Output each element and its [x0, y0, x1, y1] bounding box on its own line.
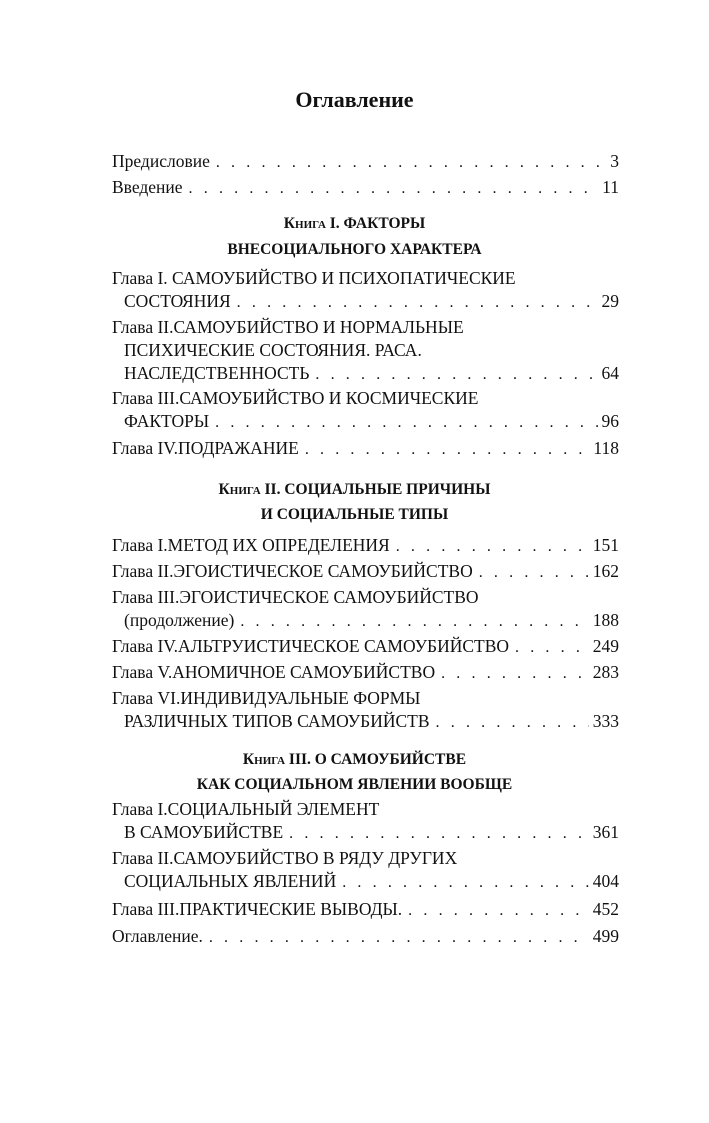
toc-entry	[112, 532, 619, 558]
book-prefix-rest: нига	[295, 215, 326, 232]
leader-dots	[237, 290, 598, 316]
toc-entry	[124, 819, 619, 845]
entry-label: Глава I.МЕТОД ИХ ОПРЕДЕЛЕНИЯ	[112, 535, 390, 555]
entry-label: НАСЛЕДСТВЕННОСТЬ	[124, 363, 310, 383]
leader-dots	[216, 150, 606, 176]
book-title: I. ФАКТОРЫ	[329, 215, 426, 232]
toc-entry	[112, 659, 619, 685]
page-title: Оглавление	[295, 87, 414, 112]
toc-entry	[124, 360, 619, 386]
chapter-line: Глава I.СОЦИАЛЬНЫЙ ЭЛЕМЕНТ	[112, 799, 380, 819]
book-3-heading	[0, 748, 709, 772]
chapter-line: Глава VI.ИНДИВИДУАЛЬНЫЕ ФОРМЫ	[112, 688, 421, 708]
page-number: 283	[592, 662, 619, 682]
toc-entry	[112, 435, 619, 461]
leader-dots	[215, 410, 597, 436]
page-number: 499	[592, 926, 619, 946]
book-title: II. СОЦИАЛЬНЫЕ ПРИЧИНЫ	[264, 481, 491, 498]
entry-label: ФАКТОРЫ	[124, 411, 210, 431]
toc-entry	[124, 288, 619, 314]
page-number: 118	[593, 438, 619, 458]
book-1-heading	[0, 212, 709, 236]
leader-dots	[396, 534, 589, 560]
page-number: 162	[592, 561, 619, 581]
leader-dots	[479, 560, 589, 586]
chapter-line: Глава III.ЭГОИСТИЧЕСКОЕ САМОУБИЙСТВО	[112, 587, 479, 607]
page-number: 361	[592, 822, 619, 842]
page-number: 64	[601, 363, 619, 383]
page-number: 188	[592, 610, 619, 630]
entry-label: Глава IV.ПОДРАЖАНИЕ	[112, 438, 299, 458]
leader-dots	[209, 925, 589, 951]
book-prefix-initial: К	[218, 481, 230, 498]
entry-label: Оглавление.	[112, 926, 203, 946]
leader-dots	[189, 176, 599, 202]
leader-dots	[342, 870, 589, 896]
chapter-line: Глава I. САМОУБИЙСТВО И ПСИХОПАТИЧЕСКИЕ	[112, 268, 516, 288]
leader-dots	[305, 437, 590, 463]
page-number: 29	[601, 291, 619, 311]
book-1-subheading: ВНЕСОЦИАЛЬНОГО ХАРАКТЕРА	[227, 241, 482, 258]
chapter-line: Глава III.САМОУБИЙСТВО И КОСМИЧЕСКИЕ	[112, 388, 479, 408]
toc-entry	[124, 708, 619, 734]
book-prefix-rest: нига	[229, 481, 261, 498]
toc-entry	[112, 633, 619, 659]
leader-dots	[240, 609, 588, 635]
chapter-line: Глава II.САМОУБИЙСТВО И НОРМАЛЬНЫЕ	[112, 317, 464, 337]
entry-label: СОСТОЯНИЯ	[124, 291, 231, 311]
page-number: 404	[592, 871, 619, 891]
page-number: 96	[601, 411, 619, 431]
toc-entry-introduction	[112, 174, 619, 200]
page-number: 249	[592, 636, 619, 656]
toc-entry	[124, 408, 619, 434]
toc-entry-contents	[112, 923, 619, 949]
page-number: 333	[592, 711, 619, 731]
toc-entry-preface	[112, 148, 619, 174]
toc-entry	[124, 868, 619, 894]
entry-label: Введение	[112, 177, 183, 197]
leader-dots	[441, 661, 589, 687]
toc-entry	[124, 607, 619, 633]
toc-entry	[112, 558, 619, 584]
book-2-subheading: И СОЦИАЛЬНЫЕ ТИПЫ	[260, 506, 449, 523]
chapter-line: Глава II.САМОУБИЙСТВО В РЯДУ ДРУГИХ	[112, 848, 458, 868]
entry-label: Глава IV.АЛЬТРУИСТИЧЕСКОЕ САМОУБИЙСТВО	[112, 636, 510, 656]
book-prefix-rest: нига	[254, 751, 286, 768]
leader-dots	[408, 898, 589, 924]
entry-label: Глава II.ЭГОИСТИЧЕСКОЕ САМОУБИЙСТВО	[112, 561, 473, 581]
chapter-line: ПСИХИЧЕСКИЕ СОСТОЯНИЯ. РАСА.	[124, 340, 422, 360]
page-number: 3	[610, 151, 619, 171]
entry-label: Предисловие	[112, 151, 210, 171]
entry-label: СОЦИАЛЬНЫХ ЯВЛЕНИЙ	[124, 871, 337, 891]
book-3-subheading: КАК СОЦИАЛЬНОМ ЯВЛЕНИИ ВООБЩЕ	[196, 776, 513, 793]
leader-dots	[289, 821, 589, 847]
page-number: 452	[592, 899, 619, 919]
entry-label: В САМОУБИЙСТВЕ	[124, 822, 284, 842]
page-number: 11	[602, 177, 619, 197]
page-number: 151	[592, 535, 619, 555]
book-2-heading	[0, 478, 709, 502]
book-prefix-initial: К	[242, 751, 255, 768]
entry-label: (продолжение)	[124, 610, 235, 630]
leader-dots	[515, 635, 589, 661]
entry-label: Глава V.АНОМИЧНОЕ САМОУБИЙСТВО	[112, 662, 436, 682]
entry-label: Глава III.ПРАКТИЧЕСКИЕ ВЫВОДЫ.	[112, 899, 403, 919]
toc-entry	[112, 896, 619, 922]
leader-dots	[436, 710, 589, 736]
book-prefix-initial: К	[283, 215, 296, 232]
book-title: III. О САМОУБИЙСТВЕ	[288, 751, 467, 768]
entry-label: РАЗЛИЧНЫХ ТИПОВ САМОУБИЙСТВ	[124, 711, 430, 731]
